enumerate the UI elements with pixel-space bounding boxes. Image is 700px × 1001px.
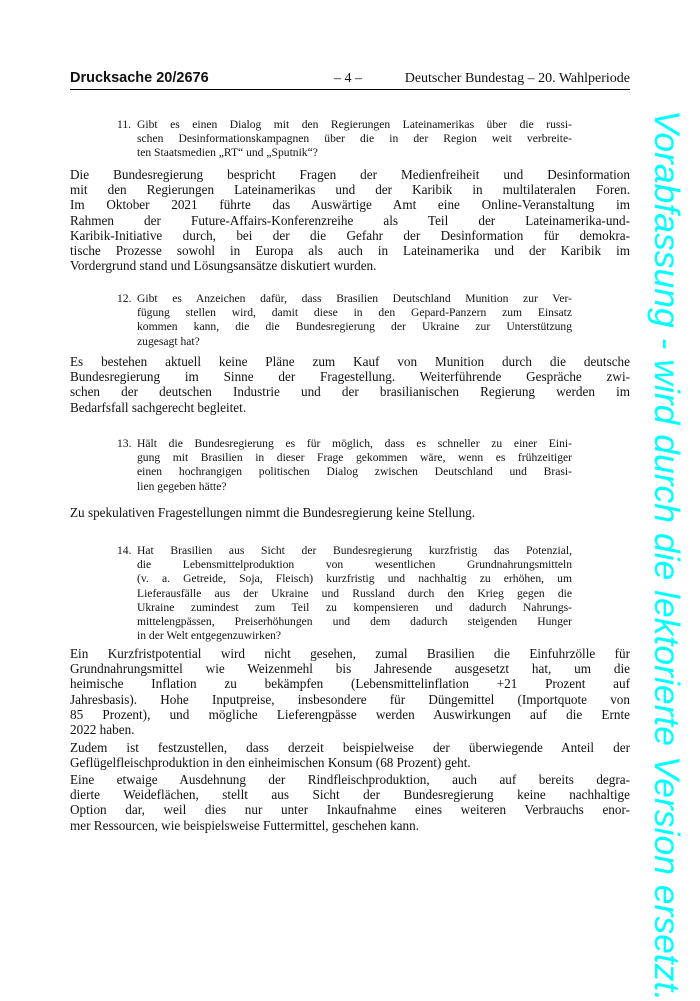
text-line: Hält die Bundesregierung es für möglich, dass es schneller zu einer Eini-: [137, 437, 572, 450]
text-line: Zudem ist festzustellen, dass derzeit beispielweise der überwiegende Anteil der: [70, 740, 630, 755]
answer-paragraph: [70, 772, 630, 833]
text-line: mittelengpässen, Preiserhöhungen und dem dadurch steigenden Hunger: [137, 615, 572, 629]
document-number: Drucksache 20/2676: [70, 70, 209, 86]
text-line: Jahresbasis). Hohe Inputpreise, insbesondere für Düngemittel (Importquote von: [70, 691, 630, 707]
text-line: 85 Prozent), und mögliche Lieferengpässe werden Auswirkungen auf die Ernte: [70, 706, 630, 722]
question-text: [137, 292, 572, 349]
text-line: Bundesregierung im Sinne der Fragestellung. Weiterführende Gespräche zwi-: [70, 369, 630, 385]
text-line: kommen kann, die die Bundesregierung der Ukraine zur Unterstützung: [137, 320, 572, 334]
text-line: mit den Regierungen Lateinamerikas und der Karibik in multilateralen Foren.: [70, 182, 630, 198]
header-rule: [70, 89, 630, 90]
text-line: Gibt es einen Dialog mit den Regierungen Lateinamerikas über die russi-: [137, 118, 572, 131]
text-line: Ukraine zumindest zum Teil zu kompensieren und dadurch Nahrungs-: [137, 600, 572, 614]
question-number: 13.: [117, 437, 132, 450]
text-line: Hat Brasilien aus Sicht der Bundesregierung kurzfristig das Potenzial,: [137, 544, 572, 557]
parliament-period: Deutscher Bundestag – 20. Wahlperiode: [404, 71, 630, 86]
question-12: [117, 292, 572, 349]
question-14: [117, 544, 572, 643]
answer-paragraph: [70, 740, 630, 770]
watermark-text: Vorabfassung - wird durch die lektorierte Version ersetzt.: [647, 110, 687, 1001]
question-11: [117, 118, 572, 161]
text-line: (v. a. Getreide, Soja, Fleisch) kurzfristig und nachhaltig zu erhöhen, um: [137, 572, 572, 586]
text-line: zugesagt hat?: [137, 334, 200, 348]
text-line: Im Oktober 2021 führte das Auswärtige Amt eine Online-Veranstaltung im: [70, 197, 630, 213]
text-line: Gibt es Anzeichen dafür, dass Brasilien Deutschland Munition zur Ver-: [137, 292, 572, 305]
text-line: schen Desinformationskampagnen über die in der Region weit verbreite-: [137, 132, 572, 146]
text-line: 2022 haben.: [70, 722, 135, 738]
text-line: die Lebensmittelproduktion von wesentlichen Grundnahrungsmitteln: [137, 558, 572, 572]
question-number: 11.: [117, 118, 132, 131]
text-line: Bedarfsfall sachgerecht begleitet.: [70, 399, 247, 415]
answer-paragraph: [70, 354, 630, 415]
text-line: Vordergrund stand und Lösungsansätze diskutiert wurden.: [70, 258, 377, 274]
text-line: mer Ressourcen, wie beispielsweise Futtermittel, geschehen kann.: [70, 817, 420, 833]
text-line: Geflügelfleischproduktion in den einheimischen Konsum (68 Prozent) geht.: [70, 755, 471, 771]
text-line: Rahmen der Future-Affairs-Konferenzreihe als Teil der Lateinamerika-und-: [70, 212, 630, 228]
text-line: Zu spekulativen Fragestellungen nimmt die Bundesregierung keine Stellung.: [70, 505, 476, 520]
question-number: 14.: [117, 544, 132, 557]
answer-paragraph: [70, 505, 630, 520]
text-line: lien gegeben hätte?: [137, 479, 227, 493]
text-line: Es bestehen aktuell keine Pläne zum Kauf von Munition durch die deutsche: [70, 354, 630, 369]
text-line: Die Bundesregierung bespricht Fragen der Medienfreiheit und Desinformation: [70, 167, 630, 182]
question-number: 12.: [117, 292, 132, 305]
text-line: Grundnahrungsmittel wie Weizenmehl bis Jahresende ausgesetzt hat, um die: [70, 661, 630, 677]
text-line: ten Staatsmedien „RT“ und „Sputnik“?: [137, 146, 318, 160]
text-line: gung mit Brasilien in dieser Frage gekommen wäre, wenn es frühzeitiger: [137, 451, 572, 465]
text-line: tische Prozesse sowohl in Europa als auch in Lateinamerika und der Karibik im: [70, 243, 630, 259]
text-line: Karibik-Initiative durch, bei der die Gefahr der Desinformation für demokra-: [70, 227, 630, 243]
watermark: [640, 110, 690, 1001]
text-line: heimische Inflation zu bekämpfen (Lebensmittelinflation +21 Prozent auf: [70, 676, 630, 692]
question-text: [137, 437, 572, 494]
text-line: Eine etwaige Ausdehnung der Rindfleischproduktion, auch auf bereits degra-: [70, 772, 630, 787]
text-line: Ein Kurzfristpotential wird nicht gesehen, zumal Brasilien die Einfuhrzölle für: [70, 646, 630, 661]
page-header: [70, 70, 630, 90]
text-line: in der Welt entgegenzuwirken?: [137, 629, 282, 643]
text-line: Lieferausfälle aus der Ukraine und Russland durch den Krieg gegen die: [137, 586, 572, 600]
page-number: – 4 –: [334, 71, 362, 86]
text-line: Option dar, weil dies nur unter Inkaufnahme eines weiteren Verbrauchs enor-: [70, 802, 630, 818]
answer-paragraph: [70, 167, 630, 273]
text-line: schen der deutschen Industrie und der brasilianischen Regierung werden im: [70, 384, 630, 400]
text-line: einen hochrangigen politischen Dialog zwischen Deutschland und Brasi-: [137, 465, 572, 479]
answer-paragraph: [70, 646, 630, 737]
question-13: [117, 437, 572, 494]
text-line: fügung stellen wird, damit diese in den Gepard-Panzern zum Einsatz: [137, 306, 572, 320]
question-text: [137, 118, 572, 161]
text-line: dierte Weideflächen, stellt aus Sicht der Bundesregierung keine nachhaltige: [70, 787, 630, 803]
question-text: [137, 544, 572, 643]
